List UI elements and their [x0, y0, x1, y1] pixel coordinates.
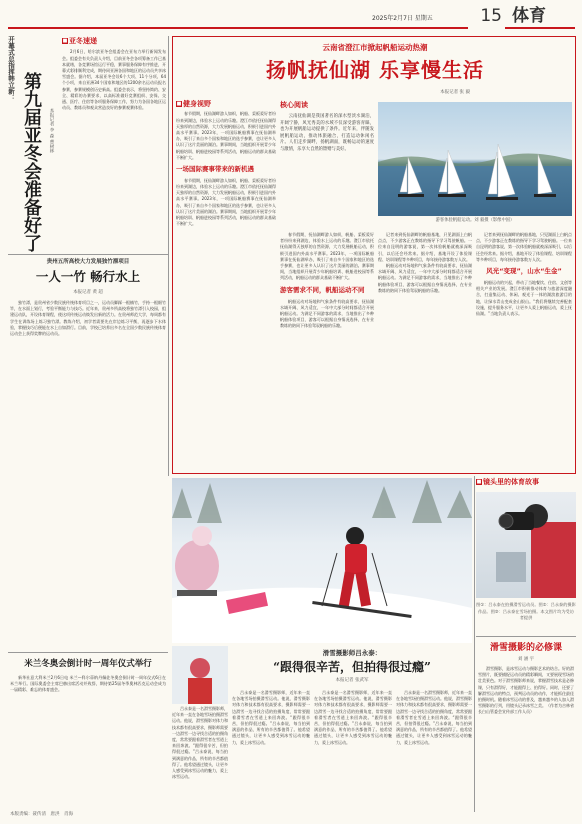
photographer-image	[476, 492, 576, 598]
brief-tag: 亚冬速递	[69, 37, 97, 45]
guizhou-kicker: 贵州五所高校大力发展独竹漂项目	[46, 259, 130, 265]
col3-body-b: 帆船运动对场地和气象条件有较高要求，抚仙湖水域开阔、风力适宜，一年中大部分时间都适合开展帆船运动。为满足不同游客的需求，当地推出了多种帆船体验项目，游客可以根据自身情况选择，在专业教练的陪同下体验驾驭帆船的乐趣。	[378, 262, 472, 293]
photographer-photo	[476, 492, 576, 598]
health-tag: 健身视野	[183, 100, 211, 108]
square-bullet-icon: ■	[476, 479, 482, 485]
sailboats-image	[378, 102, 572, 216]
health-body-2a: 春节假期，抚仙湖畔游人如织，帆船、桨板爱好者纷纷来到湖边，体验水上运动的乐趣。澄江市依托抚仙湖得天独厚的自然资源，大力发展帆船运动，积极引进国内外高水平赛事。2023年，一项国际帆船赛事在抚仙湖举办，吸引了来自多个国家和地区的选手参赛，也让更多人认识了这片美丽的湖泊。赛事期间，当地组织开展青少年帆船培训、帆船进校园等系列活动，帆船运动的群众基础不断扩大。	[280, 232, 374, 281]
header-rule-right	[505, 27, 575, 29]
sub-column-2	[280, 232, 374, 472]
photo-story-title: “跟得很辛苦，但拍得很过瘾”	[273, 660, 431, 674]
vertical-byline: 本报记者 李 森 曹树林	[49, 108, 54, 153]
sailing-photo-caption: 游客体验帆船运动。刘 毅摄（影像中国）	[435, 218, 515, 223]
brief-body: 2月6日，哈尔滨亚冬会组委会在亚布力举行新闻发布会。组委会有关负责人介绍，目前亚冬会各项筹备工作已基本就绪，各竞赛场馆运行平稳，赛事服务保障有序推进，开幕式彩排顺利完成，期待同亚洲各国和地区的运动员共享冰雪盛会。据介绍，本届亚冬会设6个大项、11个分项、64个小项，来自亚洲34个国家和地区的1200余名运动员报名参赛，参赛规模创历史新高。组委会表示，将坚持简约、安全、精彩的办赛要求，以高标准做好竞赛组织、安保、交通、医疗、住宿等各项服务保障工作，努力为各国各地区运动员、教练员和观众营造良好的参赛观赛体验。	[62, 49, 166, 111]
feature-byline: 本报记者 张 毅	[440, 90, 470, 95]
health-body-2: 帆船运动对场地和气象条件有较高要求，抚仙湖水域开阔、风力适宜，一年中大部分时间都适合开展帆船运动。为满足不同游客的需求，当地推出了多种帆船体验项目，游客可以根据自身情况选择，在专业教练的陪同下体验驾驭帆船的乐趣。	[280, 298, 374, 329]
photo-story-byline: 本报记者 张武军	[335, 678, 369, 683]
photo-story-tag	[476, 478, 576, 486]
square-bullet-icon: ■	[176, 101, 182, 107]
health-body-1: 春节假期，抚仙湖畔游人如织，帆船、桨板爱好者纷纷来到湖边，体验水上运动的乐趣。澄江市依托抚仙湖得天独厚的自然资源，大力发展帆船运动，积极引进国内外高水平赛事。2023年，一项国际帆船赛事在抚仙湖举办，吸引了来自多个国家和地区的选手参赛，也让更多人认识了这片美丽的湖泊。赛事期间，当地组织开展青少年帆船培训、帆船进校园等系列活动，帆船运动的群众基础不断扩大。	[176, 111, 276, 160]
asian-games-brief	[62, 37, 166, 245]
divider	[8, 652, 168, 653]
health-body-1b: 春节假期，抚仙湖畔游人如织，帆船、桨板爱好者纷纷来到湖边，体验水上运动的乐趣。澄江市依托抚仙湖得天独厚的自然资源，大力发展帆船运动，积极引进国内外高水平赛事。2023年，一项国际帆船赛事在抚仙湖举办，吸引了来自多个国家和地区的选手参赛，也让更多人认识了这片美丽的湖泊。赛事期间，当地组织开展青少年帆船培训、帆船进校园等系列活动，帆船运动的群众基础不断扩大。	[176, 177, 276, 227]
vertical-title: 第九届亚冬会准备好了	[21, 72, 42, 252]
photo-story-caption: 图①：吕永泰在拍摄滑雪运动员。图②：吕永泰的摄影作品。图③：吕永泰在雪场拍摄。本文图片均为受访者提供	[476, 602, 576, 620]
photo-story-body-b: 吕永泰是一名滑雪摄影师，近年来一直在各地雪场拍摄滑雪运动。他说，滑雪摄影对体力和技术都有很高要求，摄影师需要一边滑雪一边寻找合适的拍摄角度，常常要跟着滑雪者在雪道上来回奔波。“跟得很辛苦，但拍得很过瘾。”吕永泰说，每当拍到满意的作品，所有的辛苦都值得了。他希望通过镜头，让更多人感受到冰雪运动的魅力，爱上冰雪运动。	[314, 690, 392, 745]
guizhou-body: 独竹漂，是贵州省少数民族传统体育项目之一，运动员脚踩一根楠竹，手持一根细竹竿，在水面上划行，考验平衡能力与技巧。近年来，贵州多所高校将独竹漂引入校园，组建运动队，开设体育课程，使这项传统运动焕发出新的活力。在贵州师范大学，每周都有学生在训练场上练习独竹漂。教练介绍，初学者需要先在岸边练习平衡，再逐步下水体验，掌握技巧后便能在水上自如滑行。目前，学校已培养出多名在全国少数民族传统体育运动会上获得奖牌的运动员。	[10, 300, 166, 336]
col3-sub: 风光“变现”，山水“生金”	[486, 266, 562, 275]
sailing-photo	[378, 102, 572, 216]
photo-story-body-a: 吕永泰是一名滑雪摄影师，近年来一直在各地雪场拍摄滑雪运动。他说，滑雪摄影对体力和技术都有很高要求，摄影师需要一边滑雪一边寻找合适的拍摄角度，常常要跟着滑雪者在雪道上来回奔波。“跟得很辛苦，但拍得很过瘾。”吕永泰说，每当拍到满意的作品，所有的辛苦都值得了。他希望通过镜头，让更多人感受到冰雪运动的魅力，爱上冰雪运动。	[232, 690, 310, 745]
col4-body-a: 记者来到抚仙湖畔的帆船基地，只见湖面上白帆点点，不少游客正在教练的指导下学习驾驶帆船。一位来自昆明的游客说，第一次体验帆船就被深深吸引，以后还会经常来。据介绍，基地开设了体验课程、培训课程等多种项目，每年接待游客数万人次。	[476, 232, 572, 262]
masthead	[0, 0, 582, 32]
masthead-date: 2025年2月7日 星期五	[372, 15, 433, 22]
divider	[168, 36, 169, 476]
health-sub-1: 一场国际赛事带来的新机遇	[176, 164, 254, 173]
col3-body: 记者来到抚仙湖畔的帆船基地，只见湖面上白帆点点，不少游客正在教练的指导下学习驾驶帆船。一位来自昆明的游客说，第一次体验帆船就被深深吸引，以后还会经常来。据介绍，基地开设了体验课程、培训课程等多种项目，每年接待游客数万人次。	[378, 232, 472, 262]
divider	[8, 254, 168, 255]
photo-story-tag-label: 镜头里的体育故事	[483, 478, 539, 486]
square-bullet-icon: ■	[62, 38, 68, 44]
core-body: 云南抚仙湖是我国著名的深水型淡水湖泊，开阔宁静，风光秀美的水域不仅深受游客青睐，也为开展帆船运动提供了条件。近年来，伴随发展帆船运动，推动体旅融合，打造运动休闲名片。人们走步湖畔，扬帆湖面，既畅运动的速度与激情，乐享大自然的馈赠与美好。	[280, 113, 374, 153]
col3-body-2: 帆船运动的兴起，带动了当地餐饮、住宿、文创等相关产业的发展。澄江市积极推动体育与旅游深度融合，打造集运动、休闲、观光于一体的湖滨旅游目的地，让绿水青山变成金山银山。“我们将继续完善配套设施，提升服务水平，让更多人爱上帆船运动，爱上抚仙湖。”当地负责人表示。	[476, 279, 572, 316]
photo-story-left-body: 吕永泰是一名滑雪摄影师，近年来一直在各地雪场拍摄滑雪运动。他说，滑雪摄影对体力和技术都有很高要求，摄影师需要一边滑雪一边寻找合适的拍摄角度，常常要跟着滑雪者在雪道上来回奔波。“跟得很辛苦，但拍得很过瘾。”吕永泰说，每当拍到满意的作品，所有的辛苦都值得了。他希望通过镜头，让更多人感受到冰雪运动的魅力，爱上冰雪运动。	[172, 706, 228, 780]
header-rule-left	[8, 27, 468, 29]
divider	[476, 636, 576, 637]
health-sub-2: 游客需求不同，帆船运动不同	[280, 285, 365, 294]
photo-story-kicker: 滑雪摄影师吕永泰：	[322, 649, 382, 657]
footer-editors: 本版责编：聂传清 唐洪 肖海	[10, 812, 73, 817]
skiers-image	[172, 478, 472, 643]
feature-kicker: 云南省澄江市掀起帆船运动热潮	[322, 43, 428, 52]
health-column	[176, 100, 276, 472]
photo-story-body-c: 吕永泰是一名滑雪摄影师，近年来一直在各地雪场拍摄滑雪运动。他说，滑雪摄影对体力和技术都有很高要求，摄影师需要一边滑雪一边寻找合适的拍摄角度，常常要跟着滑雪者在雪道上来回奔波。“跟得很辛苦，但拍得很过瘾。”吕永泰说，每当拍到满意的作品，所有的辛苦都值得了。他希望通过镜头，让更多人感受到冰雪运动的魅力，爱上冰雪运动。	[396, 690, 472, 745]
photo-small	[172, 646, 228, 704]
small-photo-image	[172, 646, 228, 704]
commentary-body: 滑雪摄影，是冰雪运动与摄影艺术的结合。好的滑雪照片，既要捕捉运动员的精彩瞬间，又要展现雪场的壮美景色。对于滑雪摄影师来说，掌握滑雪技术是必修课，只有滑得好，才能跟得上、拍得好。同时，还要了解滑雪运动的特点，预判运动员的动作，才能抓住最佳拍摄时机。随着冰雪运动的普及，越来越多的人加入滑雪摄影的行列，用镜头记录冰雪之美。（作者为吉林省长白山管委会宣传部工作人员）	[478, 666, 574, 715]
guizhou-byline: 本报记者 黄 超	[73, 290, 103, 295]
section-title: 体育	[512, 6, 546, 26]
feature-title: 扬帆抚仙湖 乐享慢生活	[266, 58, 484, 82]
milan-body: 新华社意大利米兰2月6日电 米兰—科尔蒂纳丹佩佐冬奥会倒计时一周年仪式6日在米兰举行。国际奥委会主席巴赫出席活动并致辞，期待第25届冬季奥林匹克运动会成为一届精彩、难忘的体育盛会。	[10, 675, 166, 693]
core-reading-box	[280, 100, 374, 240]
skiers-photo	[172, 478, 472, 643]
commentary-byline: 刘 涵 宇	[517, 657, 535, 662]
page-number: 15	[480, 6, 502, 26]
sub-column-4	[476, 232, 572, 472]
sub-column-3	[378, 232, 472, 472]
core-heading: 核心阅读	[280, 101, 308, 109]
milan-title: 米兰冬奥会倒计时一周年仪式举行	[24, 659, 152, 669]
divider	[474, 476, 475, 812]
commentary-title: 滑雪摄影的必修课	[489, 643, 562, 653]
guizhou-title: 一人一竹 畅行水上	[35, 269, 141, 284]
vertical-kicker: 开幕式总指挥韩立新：	[7, 36, 15, 101]
